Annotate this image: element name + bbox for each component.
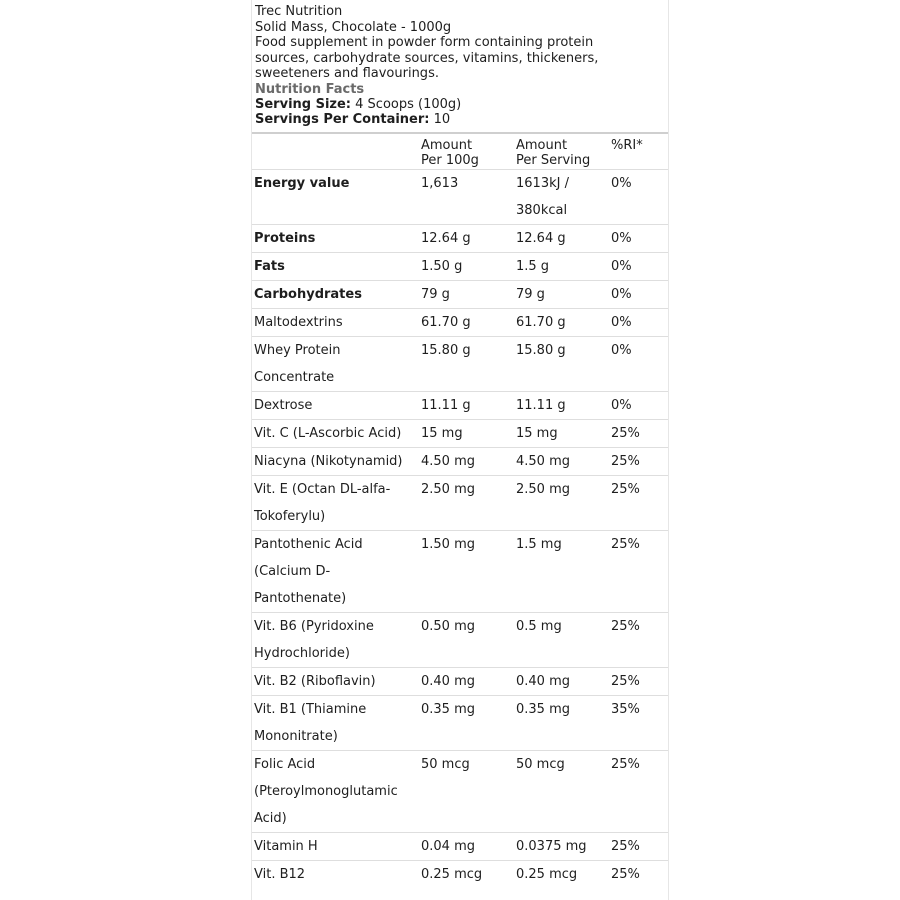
nutrient-name: Folic Acid (Pteroylmonoglutamic Acid): [252, 750, 419, 832]
amount-per-serving: 1.5 mg: [514, 530, 609, 612]
amount-per-100g: 2.50 mg: [419, 475, 514, 530]
table-row: [252, 419, 668, 447]
nutrition-panel: [251, 0, 669, 900]
ri-percent: 25%: [609, 832, 668, 860]
nutrition-table: [252, 134, 668, 888]
amount-per-100g: 61.70 g: [419, 308, 514, 336]
header-per-serving-line2: Per Serving: [516, 153, 591, 168]
amount-per-serving: 50 mcg: [514, 750, 609, 832]
description-line: Food supplement in powder form containing protein: [255, 35, 594, 50]
amount-per-serving: 61.70 g: [514, 308, 609, 336]
table-row: [252, 612, 668, 667]
servings-value: 10: [433, 112, 451, 127]
ri-percent: 25%: [609, 475, 668, 530]
amount-per-100g: 1,613: [419, 169, 514, 224]
amount-per-serving: 1.5 g: [514, 252, 609, 280]
amount-per-serving: 0.25 mcg: [514, 860, 609, 888]
ri-percent: 0%: [609, 280, 668, 308]
serving-size: [255, 97, 668, 113]
table-row: [252, 750, 668, 832]
ri-percent: 25%: [609, 530, 668, 612]
amount-per-serving: 0.0375 mg: [514, 832, 609, 860]
table-row: [252, 336, 668, 391]
nutrient-name: Vit. B1 (Thiamine Mononitrate): [252, 695, 419, 750]
table-row: [252, 280, 668, 308]
ri-percent: 0%: [609, 308, 668, 336]
nutrient-name: Vit. C (L-Ascorbic Acid): [252, 419, 419, 447]
header-nutrient: [252, 134, 419, 170]
nutrient-name: Proteins: [252, 224, 419, 252]
amount-per-100g: 15.80 g: [419, 336, 514, 391]
table-row: [252, 308, 668, 336]
amount-per-100g: 1.50 g: [419, 252, 514, 280]
table-row: [252, 530, 668, 612]
amount-per-serving: 12.64 g: [514, 224, 609, 252]
amount-per-100g: 79 g: [419, 280, 514, 308]
ri-percent: 25%: [609, 860, 668, 888]
facts-summary: [255, 82, 668, 128]
header-per-100g: [419, 134, 514, 170]
nutrient-name: Vit. B12: [252, 860, 419, 888]
brand-name: Trec Nutrition: [255, 4, 343, 19]
amount-per-serving: 15.80 g: [514, 336, 609, 391]
ri-percent: 0%: [609, 252, 668, 280]
table-row: [252, 832, 668, 860]
nutrient-name: Maltodextrins: [252, 308, 419, 336]
ri-percent: 25%: [609, 447, 668, 475]
amount-per-serving: 1613kJ / 380kcal: [514, 169, 609, 224]
ri-percent: 0%: [609, 391, 668, 419]
amount-per-serving: 0.35 mg: [514, 695, 609, 750]
nutrient-name: Pantothenic Acid (Calcium D-Pantothenate): [252, 530, 419, 612]
amount-per-serving: 79 g: [514, 280, 609, 308]
ri-percent: 0%: [609, 224, 668, 252]
amount-per-100g: 0.35 mg: [419, 695, 514, 750]
amount-per-100g: 15 mg: [419, 419, 514, 447]
table-row: [252, 695, 668, 750]
table-row: [252, 224, 668, 252]
nutrient-name: Niacyna (Nikotynamid): [252, 447, 419, 475]
header-per-serving-line1: Amount: [516, 137, 568, 153]
header-per-100g-line2: Per 100g: [421, 153, 479, 168]
amount-per-serving: 2.50 mg: [514, 475, 609, 530]
amount-per-100g: 0.25 mcg: [419, 860, 514, 888]
nutrient-name: Vit. B6 (Pyridoxine Hydrochloride): [252, 612, 419, 667]
nutrient-name: Carbohydrates: [252, 280, 419, 308]
table-row: [252, 447, 668, 475]
amount-per-serving: 0.5 mg: [514, 612, 609, 667]
nutrient-name: Dextrose: [252, 391, 419, 419]
ri-percent: 25%: [609, 667, 668, 695]
serving-size-value: 4 Scoops (100g): [355, 96, 462, 112]
nutrient-name: Vitamin H: [252, 832, 419, 860]
amount-per-100g: 0.50 mg: [419, 612, 514, 667]
servings-per-container: [255, 112, 668, 128]
ri-percent: 25%: [609, 419, 668, 447]
nutrient-name: Vit. B2 (Riboflavin): [252, 667, 419, 695]
table-row: [252, 667, 668, 695]
amount-per-100g: 4.50 mg: [419, 447, 514, 475]
nutrient-name: Fats: [252, 252, 419, 280]
nutrient-name: Whey Protein Concentrate: [252, 336, 419, 391]
header-ri: %RI*: [611, 137, 643, 153]
amount-per-serving: 4.50 mg: [514, 447, 609, 475]
product-intro: [252, 0, 668, 128]
header-per-100g-line1: Amount: [421, 137, 473, 153]
ri-percent: 0%: [609, 169, 668, 224]
ri-percent: 0%: [609, 336, 668, 391]
description-line: sources, carbohydrate sources, vitamins, thickeners,: [255, 50, 599, 66]
nutrient-name: Vit. E (Octan DL-alfa-Tokoferylu): [252, 475, 419, 530]
ri-percent: 25%: [609, 750, 668, 832]
description-line: sweeteners and flavourings.: [255, 66, 439, 81]
table-row: [252, 860, 668, 888]
table-row: [252, 391, 668, 419]
table-header-row: [252, 134, 668, 170]
product-name: Solid Mass, Chocolate - 1000g: [255, 19, 452, 35]
table-row: [252, 475, 668, 530]
ri-percent: 25%: [609, 612, 668, 667]
amount-per-100g: 11.11 g: [419, 391, 514, 419]
facts-title: Nutrition Facts: [255, 81, 365, 97]
amount-per-serving: 15 mg: [514, 419, 609, 447]
table-row: [252, 252, 668, 280]
amount-per-serving: 0.40 mg: [514, 667, 609, 695]
nutrient-name: Energy value: [252, 169, 419, 224]
ri-percent: 35%: [609, 695, 668, 750]
table-body: [252, 169, 668, 888]
amount-per-100g: 0.04 mg: [419, 832, 514, 860]
table-row: [252, 169, 668, 224]
amount-per-100g: 0.40 mg: [419, 667, 514, 695]
amount-per-serving: 11.11 g: [514, 391, 609, 419]
amount-per-100g: 50 mcg: [419, 750, 514, 832]
header-per-serving: [514, 134, 609, 170]
servings-label: Servings Per Container:: [255, 112, 430, 127]
amount-per-100g: 12.64 g: [419, 224, 514, 252]
serving-size-label: Serving Size:: [255, 96, 352, 112]
amount-per-100g: 1.50 mg: [419, 530, 514, 612]
